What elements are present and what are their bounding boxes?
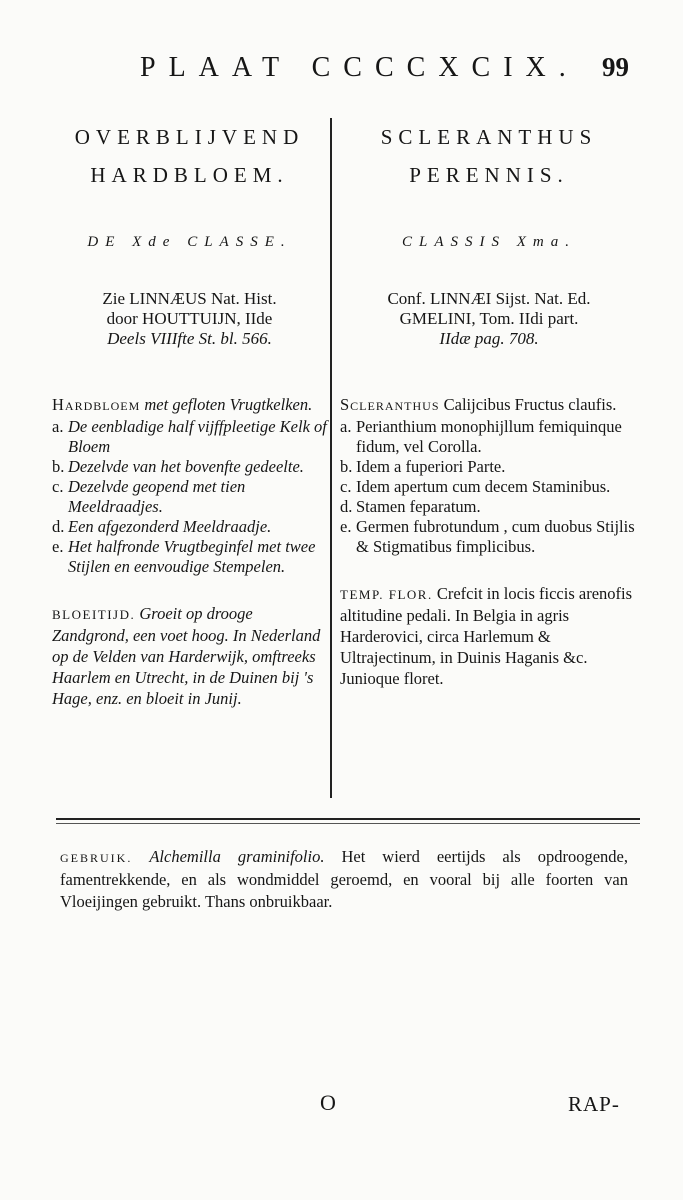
plate-text: Idem a fuperiori Parte.	[356, 457, 506, 476]
dutch-column	[52, 118, 327, 709]
plate-text: Perianthium monophijllum femiquinque fidum, vel Corolla.	[356, 417, 622, 456]
dutch-plate-item	[52, 417, 327, 457]
dutch-flowering-paragraph	[52, 603, 327, 709]
plate-letter: a.	[340, 417, 352, 436]
dutch-plate-intro	[52, 395, 327, 415]
plate-text: Het halfronde Vrugtbeginfel met twee Stijlen en eenvoudige Stempelen.	[68, 537, 316, 576]
plate-text: Een afgezonderd Meeldraadje.	[68, 517, 272, 536]
dutch-plate-descriptions	[52, 395, 327, 577]
latin-ref-line1: Conf. LINNÆI Sijst. Nat. Ed.	[387, 289, 591, 308]
usage-paragraph	[60, 846, 628, 913]
plate-letter: c.	[52, 477, 64, 496]
latin-ref-line3: IIdæ pag. 708.	[439, 329, 539, 348]
dutch-title-line1: OVERBLIJVEND	[74, 125, 305, 149]
page-number: 99	[602, 52, 629, 82]
dutch-plate-item	[52, 517, 327, 537]
dutch-ref-line1: Zie LINNÆUS Nat. Hist.	[102, 289, 277, 308]
latin-plate-intro-text: Calijcibus Fructus claufis.	[443, 395, 617, 414]
plate-text: Stamen feparatum.	[356, 497, 481, 516]
dutch-plate-item	[52, 537, 327, 577]
plate-letter: e.	[340, 517, 352, 536]
plate-letter: c.	[340, 477, 352, 496]
dutch-plate-intro-caps: Hardbloem	[52, 395, 141, 414]
catchword: RAP-	[568, 1092, 620, 1116]
dutch-flowering-text: Groeit op drooge Zandgrond, een voet hoog. In Nederland op de Velden van Harderwijk, omftreeks Haarlem en Utrecht, in de Duinen bij 's Hage, enz. en bloeit in Junij.	[52, 604, 321, 708]
plate-text: Dezelvde geopend met tien Meeldraadjes.	[68, 477, 246, 516]
dutch-title-line2: HARDBLOEM.	[90, 163, 289, 187]
latin-flowering-text: Crefcit in locis ficcis arenofis altitudine pedali. In Belgia in agris Harderovici, circa Harlemum & Ultrajectinum, in Duinis Haganis &c. Junioque floret.	[340, 584, 633, 688]
dutch-plate-item	[52, 457, 327, 477]
latin-plate-intro	[340, 395, 638, 415]
plate-text: Germen fubrotundum , cum duobus Stijlis & Stigmatibus fimplicibus.	[356, 517, 635, 556]
plate-letter: e.	[52, 537, 64, 556]
plate-letter: b.	[340, 457, 353, 476]
signature-mark: O	[320, 1090, 336, 1115]
plate-text: Idem apertum cum decem Staminibus.	[356, 477, 611, 496]
latin-ref-line2: GMELINI, Tom. IIdi part.	[399, 309, 579, 328]
latin-plate-item	[340, 497, 638, 517]
usage-text: Het wierd eertijds als opdroogende, famentrekkende, en als wondmiddel geroemd, en vooral bij alle foorten van Vloeijingen gebruikt. Thans onbruikbaar.	[60, 847, 628, 911]
running-title: PLAAT CCCCXCIX.	[140, 52, 579, 83]
column-divider	[330, 118, 332, 798]
latin-title-line1: SCLERANTHUS	[380, 125, 598, 149]
section-rule	[56, 818, 640, 820]
plate-letter: d.	[340, 497, 353, 516]
latin-reference	[340, 289, 638, 349]
dutch-ref-line2: door HOUTTUIJN, IIde	[106, 309, 273, 328]
usage-latin-name: Alchemilla graminifolio.	[149, 847, 325, 866]
latin-plate-item	[340, 457, 638, 477]
plate-text: Dezelvde van het bovenfte gedeelte.	[68, 457, 304, 476]
plate-letter: a.	[52, 417, 64, 436]
dutch-reference	[52, 289, 327, 349]
latin-title-line2: PERENNIS.	[409, 163, 569, 187]
plate-letter: b.	[52, 457, 65, 476]
latin-plate-intro-caps: Scleranthus	[340, 395, 440, 414]
latin-plate-item	[340, 477, 638, 497]
latin-plate-descriptions	[340, 395, 638, 557]
latin-plate-item	[340, 517, 638, 557]
dutch-plate-item	[52, 477, 327, 517]
usage-label: GEBRUIK.	[60, 851, 133, 865]
latin-flowering-label: TEMP. FLOR.	[340, 587, 433, 602]
plate-text: De eenbladige half vijffpleetige Kelk of Bloem	[68, 417, 327, 456]
dutch-flowering-label: BLOEITIJD.	[52, 607, 136, 622]
dutch-class-line: DE Xde CLASSE.	[87, 234, 292, 250]
section-rule-thin	[56, 823, 640, 824]
latin-class-line: CLASSIS Xma.	[402, 234, 576, 250]
plate-letter: d.	[52, 517, 65, 536]
latin-column	[340, 118, 638, 689]
latin-plate-item	[340, 417, 638, 457]
latin-flowering-paragraph	[340, 583, 638, 689]
dutch-ref-line3: Deels VIIIfte St. bl. 566.	[107, 329, 272, 348]
dutch-plate-intro-text: met gefloten Vrugtkelken.	[144, 395, 313, 414]
